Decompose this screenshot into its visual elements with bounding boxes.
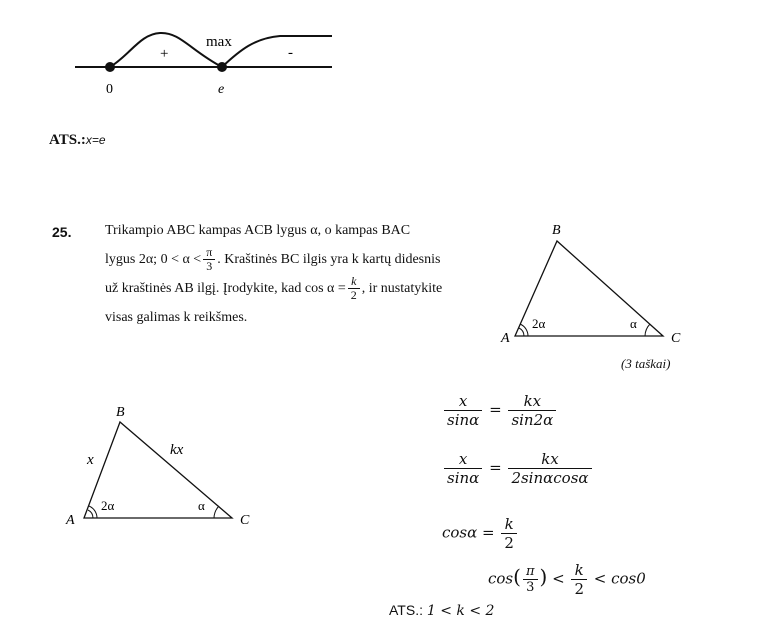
problem-number: 25. <box>52 224 72 240</box>
final-answer-label: ATS.: <box>389 602 423 618</box>
eq4-arg-den: 3 <box>523 579 538 595</box>
max-label: max <box>206 34 232 50</box>
minus-sign: - <box>288 45 293 61</box>
k-numerator: k <box>351 274 357 289</box>
eq4-mid-num: k <box>574 561 584 579</box>
eq1-lhs-num: x <box>458 392 468 410</box>
eq4-arg-fraction <box>523 564 538 595</box>
angle-c-label: α <box>198 498 205 513</box>
vertex-a-label: A <box>66 513 75 528</box>
equation-2 <box>442 450 594 487</box>
problem-line-4: visas galimas k reikšmes. <box>105 310 248 325</box>
equation-4 <box>488 561 646 598</box>
angle-a-label: 2α <box>532 316 546 331</box>
e-point <box>217 62 227 72</box>
eq2-equals: = <box>489 458 502 477</box>
eq1-rhs-den: sin2α <box>508 410 556 429</box>
eq3-rhs-fraction <box>501 515 517 552</box>
angle-a-arc-inner <box>88 510 93 518</box>
k-over-2-fraction <box>348 275 360 302</box>
plus-sign: + <box>160 46 169 62</box>
pi-numerator: π <box>206 245 213 260</box>
eq1-lhs-den: sinα <box>444 410 482 429</box>
answer-1 <box>49 131 106 149</box>
problem-line-2a: lygus 2α; 0 < α < <box>105 252 202 267</box>
e-label: e <box>218 82 225 97</box>
side-ab-label: x <box>87 452 94 468</box>
eq4-lt: < <box>552 569 565 588</box>
final-answer <box>389 602 494 619</box>
triangle-bottom <box>60 400 260 535</box>
eq3-lhs: cosα = <box>442 523 495 542</box>
eq3-rhs-num: k <box>504 515 514 533</box>
problem-text <box>105 216 500 332</box>
zero-point <box>105 62 115 72</box>
eq4-mid-fraction <box>571 561 587 598</box>
final-answer-value: 1 < k < 2 <box>426 603 495 619</box>
eq4-rest: < cos0 <box>593 569 646 588</box>
answer-1-value: x=e <box>85 133 106 147</box>
problem-line-1: Trikampio ABC kampas ACB lygus α, o kampas BAC <box>105 223 411 238</box>
angle-c-arc <box>645 324 650 336</box>
eq4-open-paren: ( <box>513 564 521 589</box>
eq4-close-paren: ) <box>539 564 548 589</box>
eq1-rhs-fraction <box>508 392 556 429</box>
eq2-rhs-fraction <box>508 450 591 487</box>
equation-3 <box>442 515 519 552</box>
eq2-lhs-fraction <box>444 450 482 487</box>
eq2-rhs-den: 2sinαcosα <box>508 468 591 487</box>
eq1-rhs-num: kx <box>523 392 542 410</box>
vertex-c-label: C <box>671 331 681 346</box>
negative-arc <box>222 36 332 67</box>
pi-over-3-fraction <box>203 246 215 273</box>
angle-a-label: 2α <box>101 498 115 513</box>
problem-line-3 <box>105 274 500 303</box>
vertex-b-label: B <box>116 405 125 420</box>
eq4-mid-den: 2 <box>571 579 587 598</box>
equation-1 <box>442 392 558 429</box>
eq2-lhs-num: x <box>458 450 468 468</box>
vertex-a-label: A <box>501 331 510 346</box>
vertex-b-label: B <box>552 223 561 238</box>
angle-a-arc-inner <box>519 328 524 336</box>
side-bc-label: kx <box>170 442 184 458</box>
two-denominator: 2 <box>348 288 360 302</box>
eq1-lhs-fraction <box>444 392 482 429</box>
zero-label: 0 <box>106 82 113 97</box>
problem-line-2b: . Kraštinės BC ilgis yra k kartų didesnis <box>217 252 441 267</box>
sign-diagram <box>70 20 370 100</box>
answer-1-label: ATS.: <box>49 132 86 148</box>
eq4-cos: cos <box>488 569 514 588</box>
eq2-lhs-den: sinα <box>444 468 482 487</box>
problem-line-3b: , ir nustatykite <box>361 281 443 296</box>
triangle-top <box>495 218 695 348</box>
angle-c-arc <box>214 506 219 518</box>
eq3-rhs-den: 2 <box>501 533 517 552</box>
three-denominator: 3 <box>203 259 215 273</box>
points-label: (3 taškai) <box>621 356 671 371</box>
eq1-equals: = <box>489 400 502 419</box>
eq2-rhs-num: kx <box>541 450 559 468</box>
problem-line-2 <box>105 245 500 274</box>
problem-line-3a: už kraštinės AB ilgį. Įrodykite, kad cos α = <box>105 281 346 296</box>
vertex-c-label: C <box>240 513 250 528</box>
eq4-arg-num: π <box>525 564 535 579</box>
angle-c-label: α <box>630 316 637 331</box>
